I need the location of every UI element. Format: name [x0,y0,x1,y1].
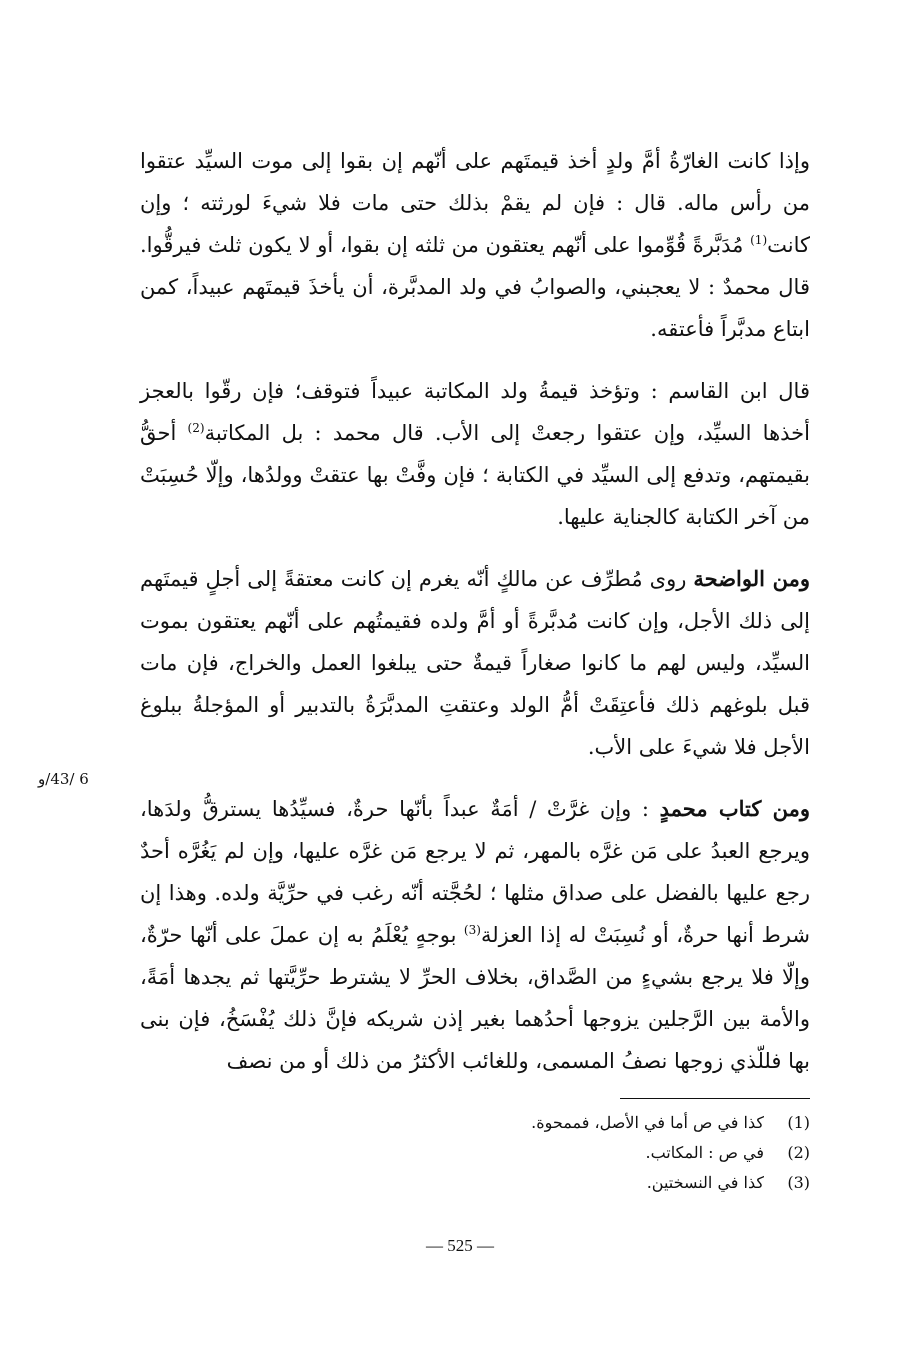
paragraph-1 [140,140,810,350]
footnote-number: (2) [787,1143,810,1162]
footnote-text: في ص : المكاتب. [645,1143,764,1162]
footnote-2 [430,1138,810,1168]
footnote-3 [430,1168,810,1198]
footnote-number: (3) [787,1173,810,1192]
manuscript-folio-marker: 6 /43/و [38,770,89,788]
paragraph-lead: ومن الواضحة [693,566,810,591]
paragraph-text: مُدَبَّرةً قُوِّموا على أنّهم يعتقون من ثلثه إن بقوا، أو لا يكون ثلث فيرقُّوا. قال محمدٌ : لا يعجبني، والصوابُ في ولد المدبَّرة، أن يأخذَ قيمتَهم عبيداً، كمن ابتاع مدبَّراً فأعتقه. [140,233,810,341]
paragraph-text: : وإن غرَّتْ / أمَةٌ عبداً بأنّها حرةٌ، فسيِّدُها يسترقُّ ولدَها، ويرجع العبدُ على مَن غرَّه بالمهر، ثم لا يرجع مَن غرَّه عليها، وإن لم يَغُرَّه أحدٌ رجع عليها بالفضل على صداق مثلها ؛ لحُجَّته أنّه رغب في حرِّيَّة ولده. وهذا إن شرط أنها حرةٌ، أو نُسِبَتْ له إذا العزلة [140,797,810,947]
footnote-1 [430,1108,810,1138]
paragraph-3 [140,558,810,768]
paragraph-text: بوجهٍ يُعْلَمُ به إن عملَ على أنّها حرّةٌ، وإلّا فلا يرجع بشيءٍ من الصَّداق، بخلاف الحرِّ لا يشترط حرِّيَّتها ثم يجدها أمَةً، والأمة بين الرَّجلين يزوجها أحدُهما بغير إذن شريكه فإنَّ ذلك يُفْسَخُ، فإن بنى بها فللّذي زوجها نصفُ المسمى، وللغائب الأكثرُ من ذلك أو من نصف [140,923,810,1073]
footnote-number: (1) [787,1113,810,1132]
paragraph-text: وإذا كانت الغارّةُ أمَّ ولدٍ أخذ قيمتَهم على أنّهم إن بقوا إلى موت السيِّد عتقوا من رأس ماله. قال : فإن لم يقمْ بذلك حتى مات فلا شيءَ لورثته ؛ وإن كانت [140,149,810,257]
paragraph-text: أحقُّ بقيمتهم، وتدفع إلى السيِّد في الكتابة ؛ فإن وفَّتْ بها عتقتْ وولدُها، وإلّا حُسِبَتْ من آخر الكتابة كالجناية عليها. [140,421,810,529]
main-text [140,140,810,1082]
paragraph-4 [140,788,810,1082]
footnote-ref-3[interactable]: (3) [463,923,481,937]
paragraph-text: قال ابن القاسم : وتؤخذ قيمةُ ولد المكاتبة عبيداً فتوقف؛ فإن رقّوا بالعجز أخذها السيِّد، وإن عتقوا رجعتْ إلى الأب. قال محمد : بل المكاتبة [140,379,810,445]
page-number: — 525 — [426,1236,494,1255]
footnote-ref-1[interactable]: (1) [750,233,768,247]
paragraph-lead: ومن كتاب محمدٍ [659,796,811,821]
footnote-text: كذا في النسختين. [646,1173,764,1192]
paragraph-2 [140,370,810,538]
footnote-text: كذا في ص أما في الأصل، فممحوة. [531,1113,764,1132]
footnotes [430,1108,810,1198]
footnote-ref-2[interactable]: (2) [187,421,205,435]
footnote-divider [620,1098,810,1099]
paragraph-text: روى مُطرِّف عن مالكٍ أنّه يغرم إن كانت معتقةً إلى أجلٍ قيمتَهم إلى ذلك الأجل، وإن كانت مُدبَّرةً أو أمَّ ولده فقيمتُهم على أنّهم يعتقون بموت السيِّد، وليس لهم ما كانوا صغاراً قيمةٌ حتى يبلغوا العمل والخراج، فإن مات قبل بلوغهم ذلك فأعتِقَتْ أمُّ الولد وعتقتِ المدبَّرَةُ بالتدبير أو المؤجلةُ ببلوغ الأجل فلا شيءَ على الأب. [140,567,810,759]
